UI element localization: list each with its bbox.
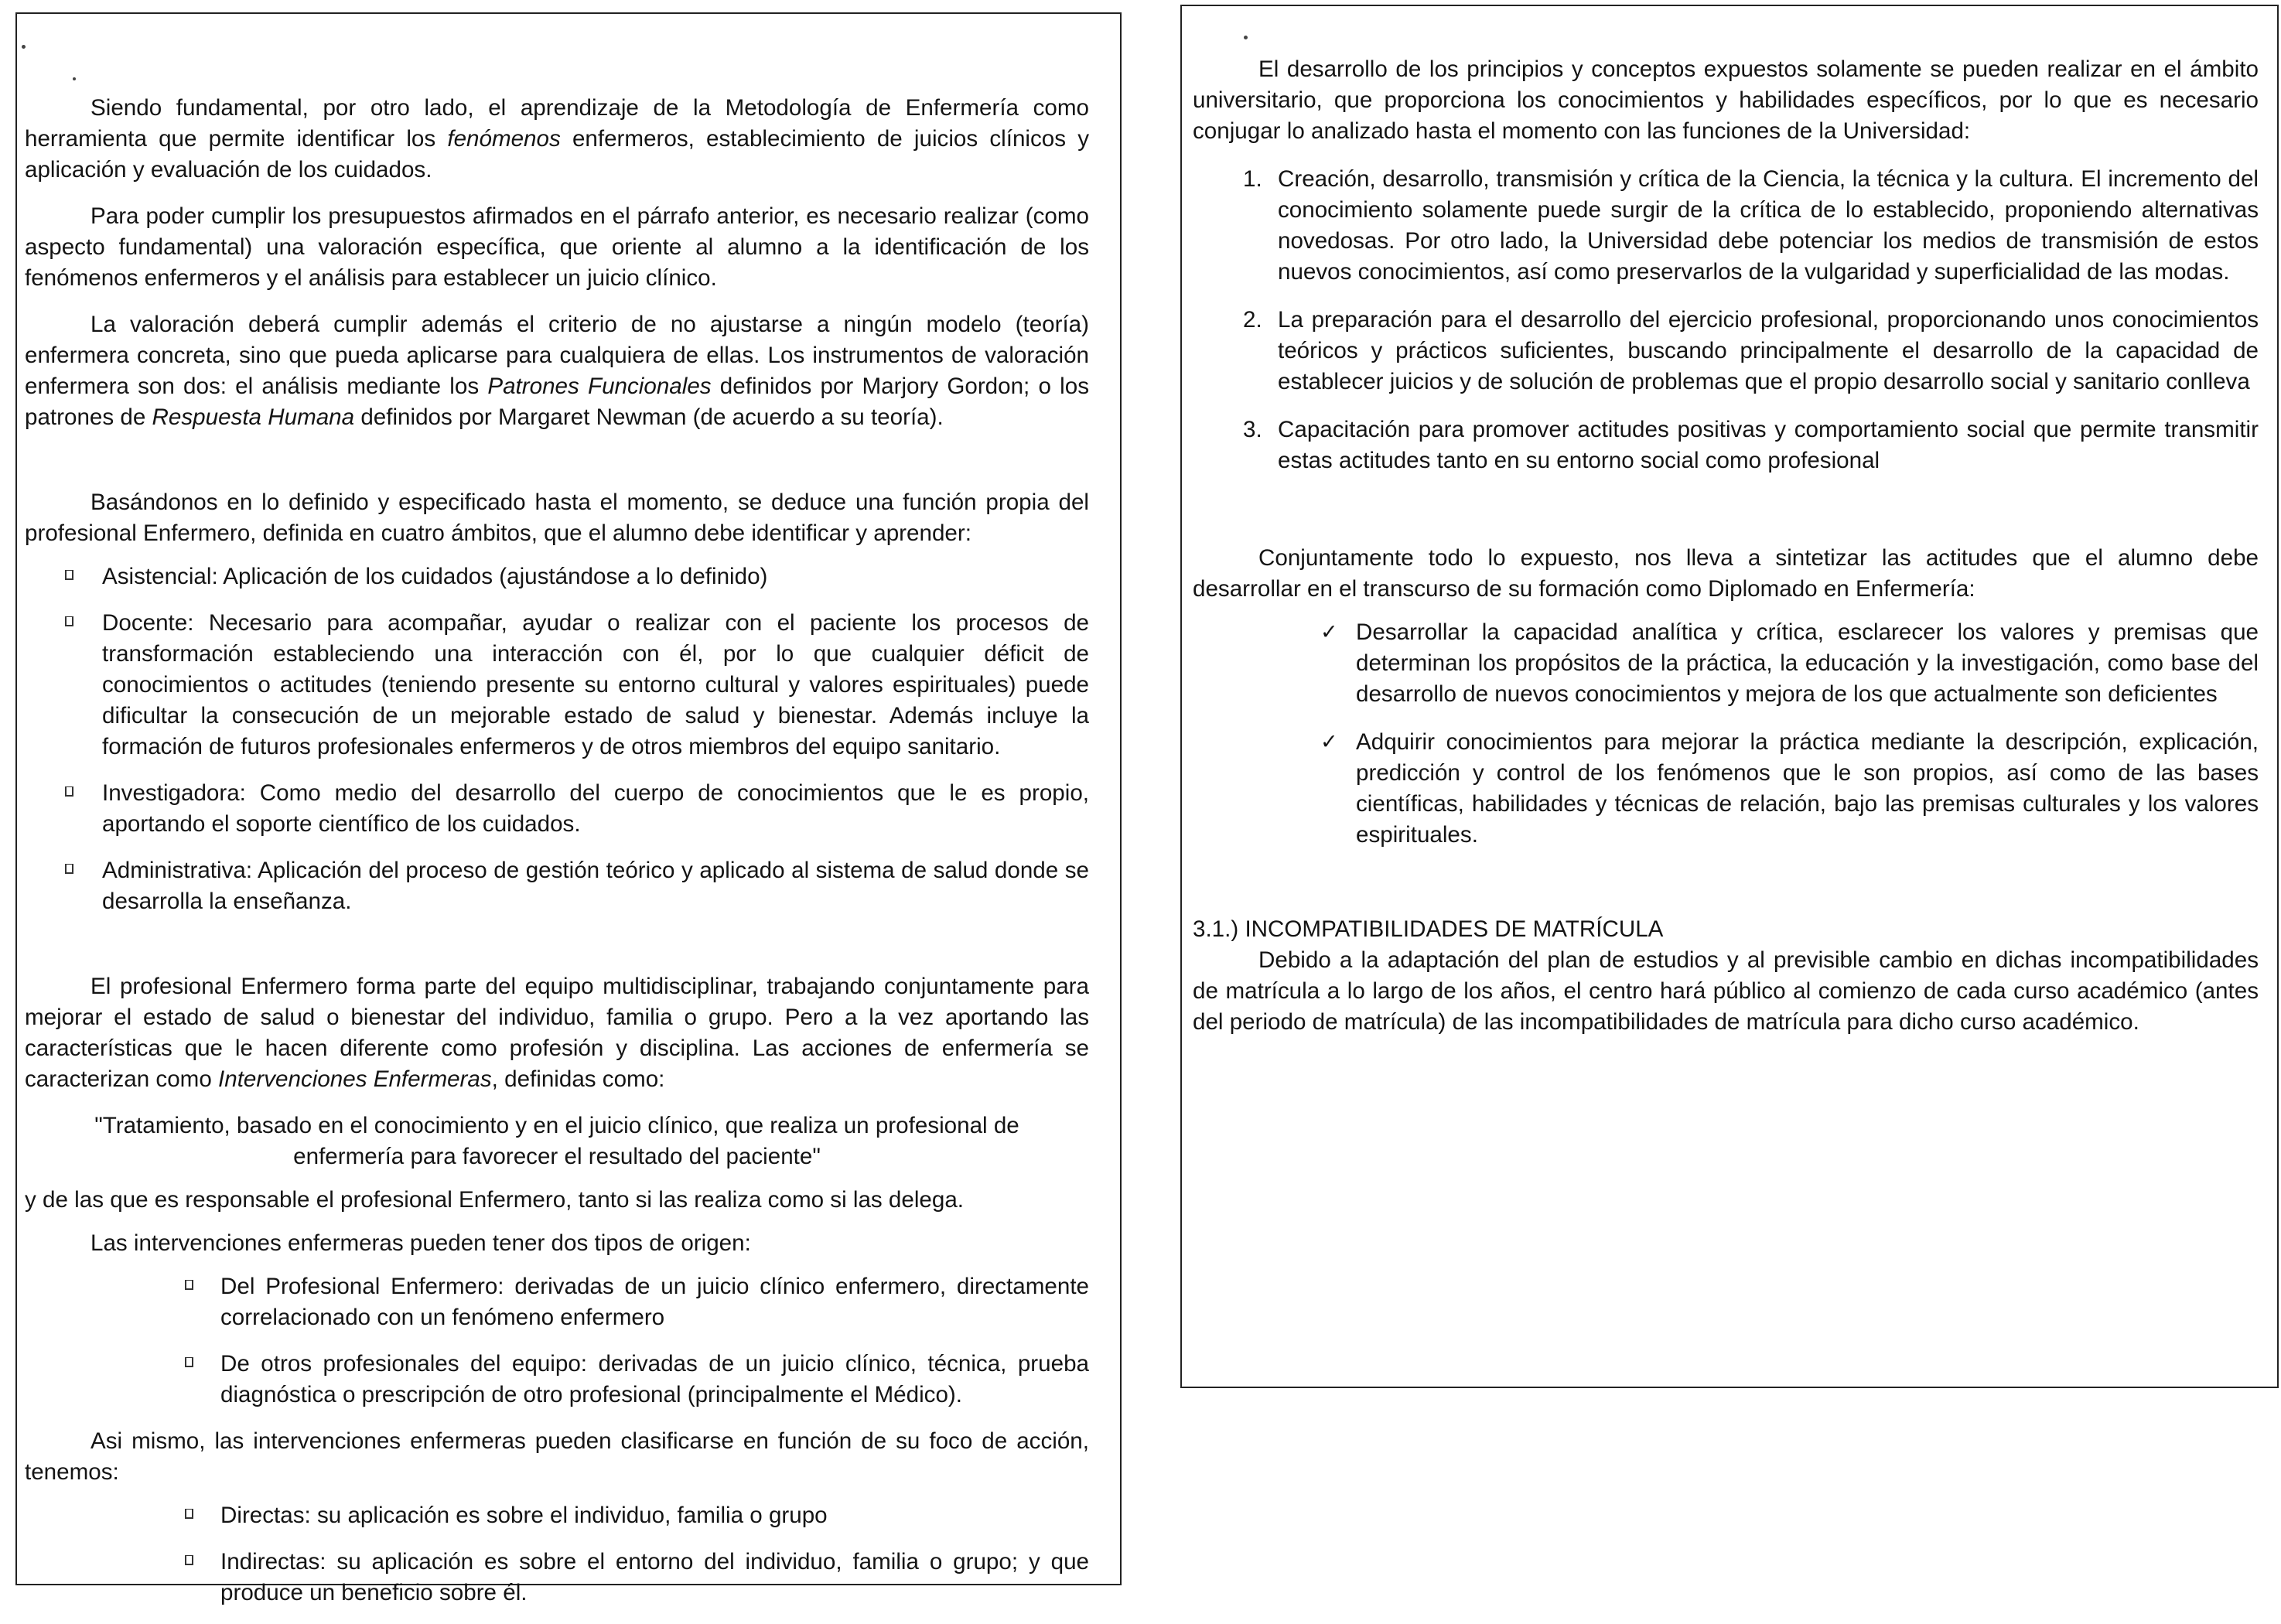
paragraph-responsable: y de las que es responsable el profesional Enfermero, tanto si las realiza como si las delega. — [25, 1187, 965, 1213]
box-bullet-icon — [185, 1555, 193, 1565]
right-page-content — [1193, 54, 2259, 1038]
paragraph-metodologia: Siendo fundamental, por otro lado, el aprendizaje de la Metodología de Enfermería como herramienta que permite identificar los fenómenos enfermeros, establecimiento de juicios clínicos y aplicación y evaluación de los cuidados. — [25, 95, 1089, 183]
paragraph-equipo-multidisciplinar: El profesional Enfermero forma parte del equipo multidisciplinar, trabajando conjuntamente para mejorar el estado de salud o bienestar del individuo, familia o grupo. Pero a la vez aportando las características que le hacen diferente como profesión y disciplina. Las acciones de enfermería se caracterizan como Intervenciones Enfermeras, definidas como: — [25, 974, 1089, 1092]
actitudes-list — [1193, 617, 2259, 851]
list-item: Del Profesional Enfermero: derivadas de un juicio clínico enfermero, directamente correlacionado con un fenómeno enfermero — [25, 1271, 1089, 1333]
paragraph-incompatibilidades: Debido a la adaptación del plan de estudios y al previsible cambio en dichas incompatibilidades de matrícula a lo largo de los años, el centro hará público al comienzo de cada curso académico (antes del periodo de matrícula) de las incompatibilidades de matrícula para dicho curso académico. — [1193, 947, 2259, 1035]
paragraph-actitudes: Conjuntamente todo lo expuesto, nos lleva a sintetizar las actitudes que el alumno debe desarrollar en el transcurso de su formación como Diplomado en Enfermería: — [1193, 545, 2259, 602]
emphasis-fenomenos: fenómenos — [447, 126, 561, 152]
paragraph-funcion-propia: Basándonos en lo definido y especificado hasta el momento, se deduce una función propia del profesional Enfermero, definida en cuatro ámbitos, que el alumno debe identificar y aprender: — [25, 490, 1089, 546]
definition-quote: "Tratamiento, basado en el conocimiento y en el juicio clínico, que realiza un profesional de enfermería para favorecer el resultado del paciente" — [94, 1113, 1019, 1169]
paragraph-presupuestos: Para poder cumplir los presupuestos afirmados en el párrafo anterior, es necesario realizar (como aspecto fundamental) una valoración específica, que oriente al alumno a la identificación de los fenómenos enfermeros y el análisis para establecer un juicio clínico. — [25, 203, 1089, 291]
origen-list — [25, 1271, 1089, 1411]
list-item: Docente: Necesario para acompañar, ayudar o realizar con el paciente los procesos de transformación estableciendo una interacción con él, por lo que cualquier déficit de conocimientos o actitudes (teniendo presente su entorno cultural y valores espirituales) puede dificultar la consecución de un mejorable estado de salud y bienestar. Además incluye la formación de futuros profesionales enfermeros y de otros miembros del equipo sanitario. — [25, 608, 1089, 763]
emphasis-respuesta-humana: Respuesta Humana — [152, 404, 355, 430]
section-heading: 3.1.) INCOMPATIBILIDADES DE MATRÍCULA — [1193, 916, 1664, 942]
list-item: De otros profesionales del equipo: derivadas de un juicio clínico, técnica, prueba diagnóstica o prescripción de otro profesional (principalmente el Médico). — [25, 1349, 1089, 1411]
list-item: 3. Capacitación para promover actitudes positivas y comportamiento social que permite transmitir estas actitudes tanto en su entorno social como profesional — [1243, 417, 2259, 473]
left-page — [15, 12, 1122, 1605]
box-bullet-icon — [185, 1357, 193, 1367]
list-item: Administrativa: Aplicación del proceso de gestión teórico y aplicado al sistema de salud donde se desarrolla la enseñanza. — [25, 855, 1089, 917]
paragraph-valoracion: La valoración deberá cumplir además el criterio de no ajustarse a ningún modelo (teoría) enfermera concreta, sino que pueda aplicarse para cualquiera de ellas. Los instrumentos de valoración enfermera son dos: el análisis mediante los Patrones Funcionales definidos por Marjory Gordon; o los patrones de Respuesta Humana definidos por Margaret Newman (de acuerdo a su teoría). — [25, 312, 1089, 430]
right-page — [1180, 5, 2279, 1388]
left-page-content — [25, 93, 1089, 1624]
box-bullet-icon — [65, 864, 73, 874]
box-bullet-icon — [65, 616, 73, 626]
funciones-universidad-list — [1193, 164, 2259, 476]
list-item: Directas: su aplicación es sobre el individuo, familia o grupo — [25, 1500, 1089, 1531]
list-item: ✓ Desarrollar la capacidad analítica y crítica, esclarecer los valores y premisas que determinan los propósitos de la práctica, la educación y la investigación, como base del desarrollo de nuevos conocimientos y mejora de los que actualmente son deficientes — [1193, 617, 2259, 710]
list-item: Investigadora: Como medio del desarrollo del cuerpo de conocimientos que le es propio, aportando el soporte científico de los cuidados. — [25, 778, 1089, 840]
scan-speck — [73, 77, 76, 80]
paragraph-foco-accion: Asi mismo, las intervenciones enfermeras pueden clasificarse en función de su foco de acción, tenemos: — [25, 1428, 1089, 1485]
foco-list — [25, 1500, 1089, 1609]
box-bullet-icon — [185, 1280, 193, 1290]
paragraph-ambito-universitario: El desarrollo de los principios y conceptos expuestos solamente se pueden realizar en el ámbito universitario, que proporciona los conocimientos y habilidades específicos, por lo que es necesario conjugar lo analizado hasta el momento con las funciones de la Universidad: — [1193, 56, 2259, 144]
box-bullet-icon — [185, 1509, 193, 1519]
emphasis-patrones-funcionales: Patrones Funcionales — [487, 374, 712, 399]
list-item: Asistencial: Aplicación de los cuidados (ajustándose a lo definido) — [25, 561, 1089, 592]
ambitos-list — [25, 561, 1089, 917]
list-item: Indirectas: su aplicación es sobre el entorno del individuo, familia o grupo; y que produce un beneficio sobre él. — [25, 1547, 1089, 1609]
checkmark-icon: ✓ — [1320, 620, 1338, 644]
box-bullet-icon — [65, 570, 73, 580]
scan-speck — [22, 45, 26, 49]
list-item: 1. Creación, desarrollo, transmisión y crítica de la Ciencia, la técnica y la cultura. El incremento del conocimiento solamente puede surgir de la crítica de lo establecido, proponiendo alternativas novedosas. Por otro lado, la Universidad debe potenciar los medios de transmisión de estos nuevos conocimientos, así como preservarlos de la vulgaridad y superficialidad de las modas. — [1243, 166, 2259, 285]
box-bullet-icon — [65, 786, 73, 797]
paragraph-tipos-origen: Las intervenciones enfermeras pueden tener dos tipos de origen: — [90, 1230, 751, 1256]
list-item: ✓ Adquirir conocimientos para mejorar la práctica mediante la descripción, explicación, predicción y control de los fenómenos que le son propios, así como de las bases científicas, habilidades y técnicas de relación, bajo las premisas culturales y los valores espirituales. — [1193, 727, 2259, 851]
checkmark-icon: ✓ — [1320, 730, 1338, 754]
scan-speck — [1244, 36, 1248, 39]
list-item: 2. La preparación para el desarrollo del ejercicio profesional, proporcionando unos conocimientos teóricos y prácticos suficientes, buscando principalmente el desarrollo de la capacidad de establecer juicios y de solución de problemas que el propio desarrollo social y sanitario conlleva — [1243, 307, 2259, 394]
emphasis-intervenciones-enfermeras: Intervenciones Enfermeras — [218, 1066, 492, 1092]
